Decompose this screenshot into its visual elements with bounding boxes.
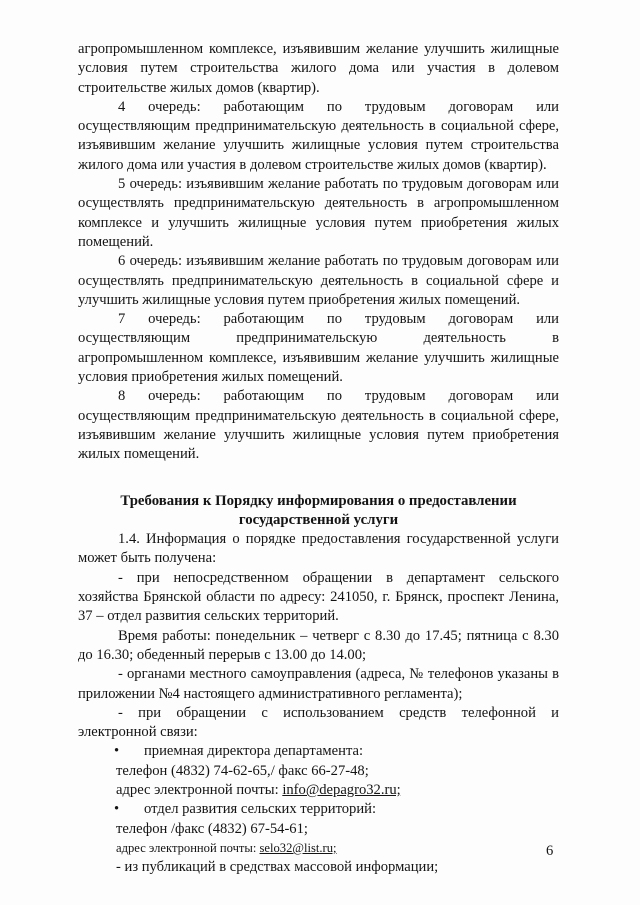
paragraph-direct-visit: - при непосредственном обращении в департамент сельского хозяйства Брянской области по адресу: 241050, г. Брянск, проспект Ленина, 37 – отдел развития сельских территорий. <box>78 569 559 625</box>
email-line-director <box>78 781 559 800</box>
email-link-info[interactable]: info@depagro32.ru; <box>282 781 401 798</box>
document-body <box>78 40 559 877</box>
paragraph-queue-6: 6 очередь: изъявившим желание работать по трудовым договорам или осуществлять предпринимательскую деятельность в социальной сфере и улучшить жилищные условия путем приобретения жилых помещений. <box>78 253 559 308</box>
paragraph-queue-5: 5 очередь: изъявившим желание работать по трудовым договорам или осуществлять предпринимательскую деятельность в агропромышленном комплексе и улучшить жилищные условия путем приобретения жилых помещений. <box>78 176 559 250</box>
bullet-item-director-reception <box>78 742 559 761</box>
paragraph-queue-8: 8 очередь: работающим по трудовым договорам или осуществляющим предпринимательскую деятельность в социальной сфере, изъявившим желание улучшить жилищные условия путем приобретения жилых помещений. <box>78 388 559 463</box>
email-label: адрес электронной почты: <box>116 781 283 798</box>
paragraph-1-4: 1.4. Информация о порядке предоставления государственной услуги может быть получена: <box>78 531 559 567</box>
section-heading: Требования к Порядку информирования о предоставлении государственной услуги <box>120 492 517 528</box>
paragraph-working-hours: Время работы: понедельник – четверг с 8.30 до 17.45; пятница с 8.30 до 16.30; обеденный перерыв с 13.00 до 14.00; <box>78 627 559 663</box>
bullet-label: отдел развития сельских территорий: <box>144 801 377 818</box>
bullet-icon: • <box>114 743 120 760</box>
bullet-label: приемная директора департамента: <box>144 743 364 760</box>
email-link-selo[interactable]: selo32@list.ru; <box>259 840 337 855</box>
paragraph-phone-email: - при обращении с использованием средств телефонной и электронной связи: <box>78 704 559 741</box>
email-label: адрес электронной почты: <box>116 840 260 855</box>
phone-line-rural-dept: телефон /факс (4832) 67-54-61; <box>116 820 308 837</box>
paragraph-mass-media: - из публикаций в средствах массовой информации; <box>116 859 439 876</box>
bullet-item-rural-dept <box>78 800 559 819</box>
bullet-icon: • <box>114 801 120 818</box>
paragraph-local-government: - органами местного самоуправления (адреса, № телефонов указаны в приложении №4 настоящего административного регламента); <box>78 666 559 702</box>
paragraph-queue-3-continuation: агропромышленном комплексе, изъявившим желание улучшить жилищные условия путем строительства жилого дома или участия в долевом строительстве жилых домов (квартир). <box>78 41 559 96</box>
paragraph-queue-7: 7 очередь: работающим по трудовым договорам или осуществляющим предпринимательскую деятельность в агропромышленном комплексе, изъявившим желание улучшить жилищные условия приобретения жилых помещений. <box>78 311 559 386</box>
paragraph-queue-4: 4 очередь: работающим по трудовым договорам или осуществляющим предпринимательскую деятельность в социальной сфере, изъявившим желание улучшить жилищные условия путем строительства жилого дома или участия в долевом строительстве жилых домов (квартир). <box>78 98 559 173</box>
phone-line-director: телефон (4832) 74-62-65,/ факс 66-27-48; <box>116 762 369 779</box>
page-number: 6 <box>546 843 554 859</box>
email-line-rural-dept <box>78 839 559 858</box>
